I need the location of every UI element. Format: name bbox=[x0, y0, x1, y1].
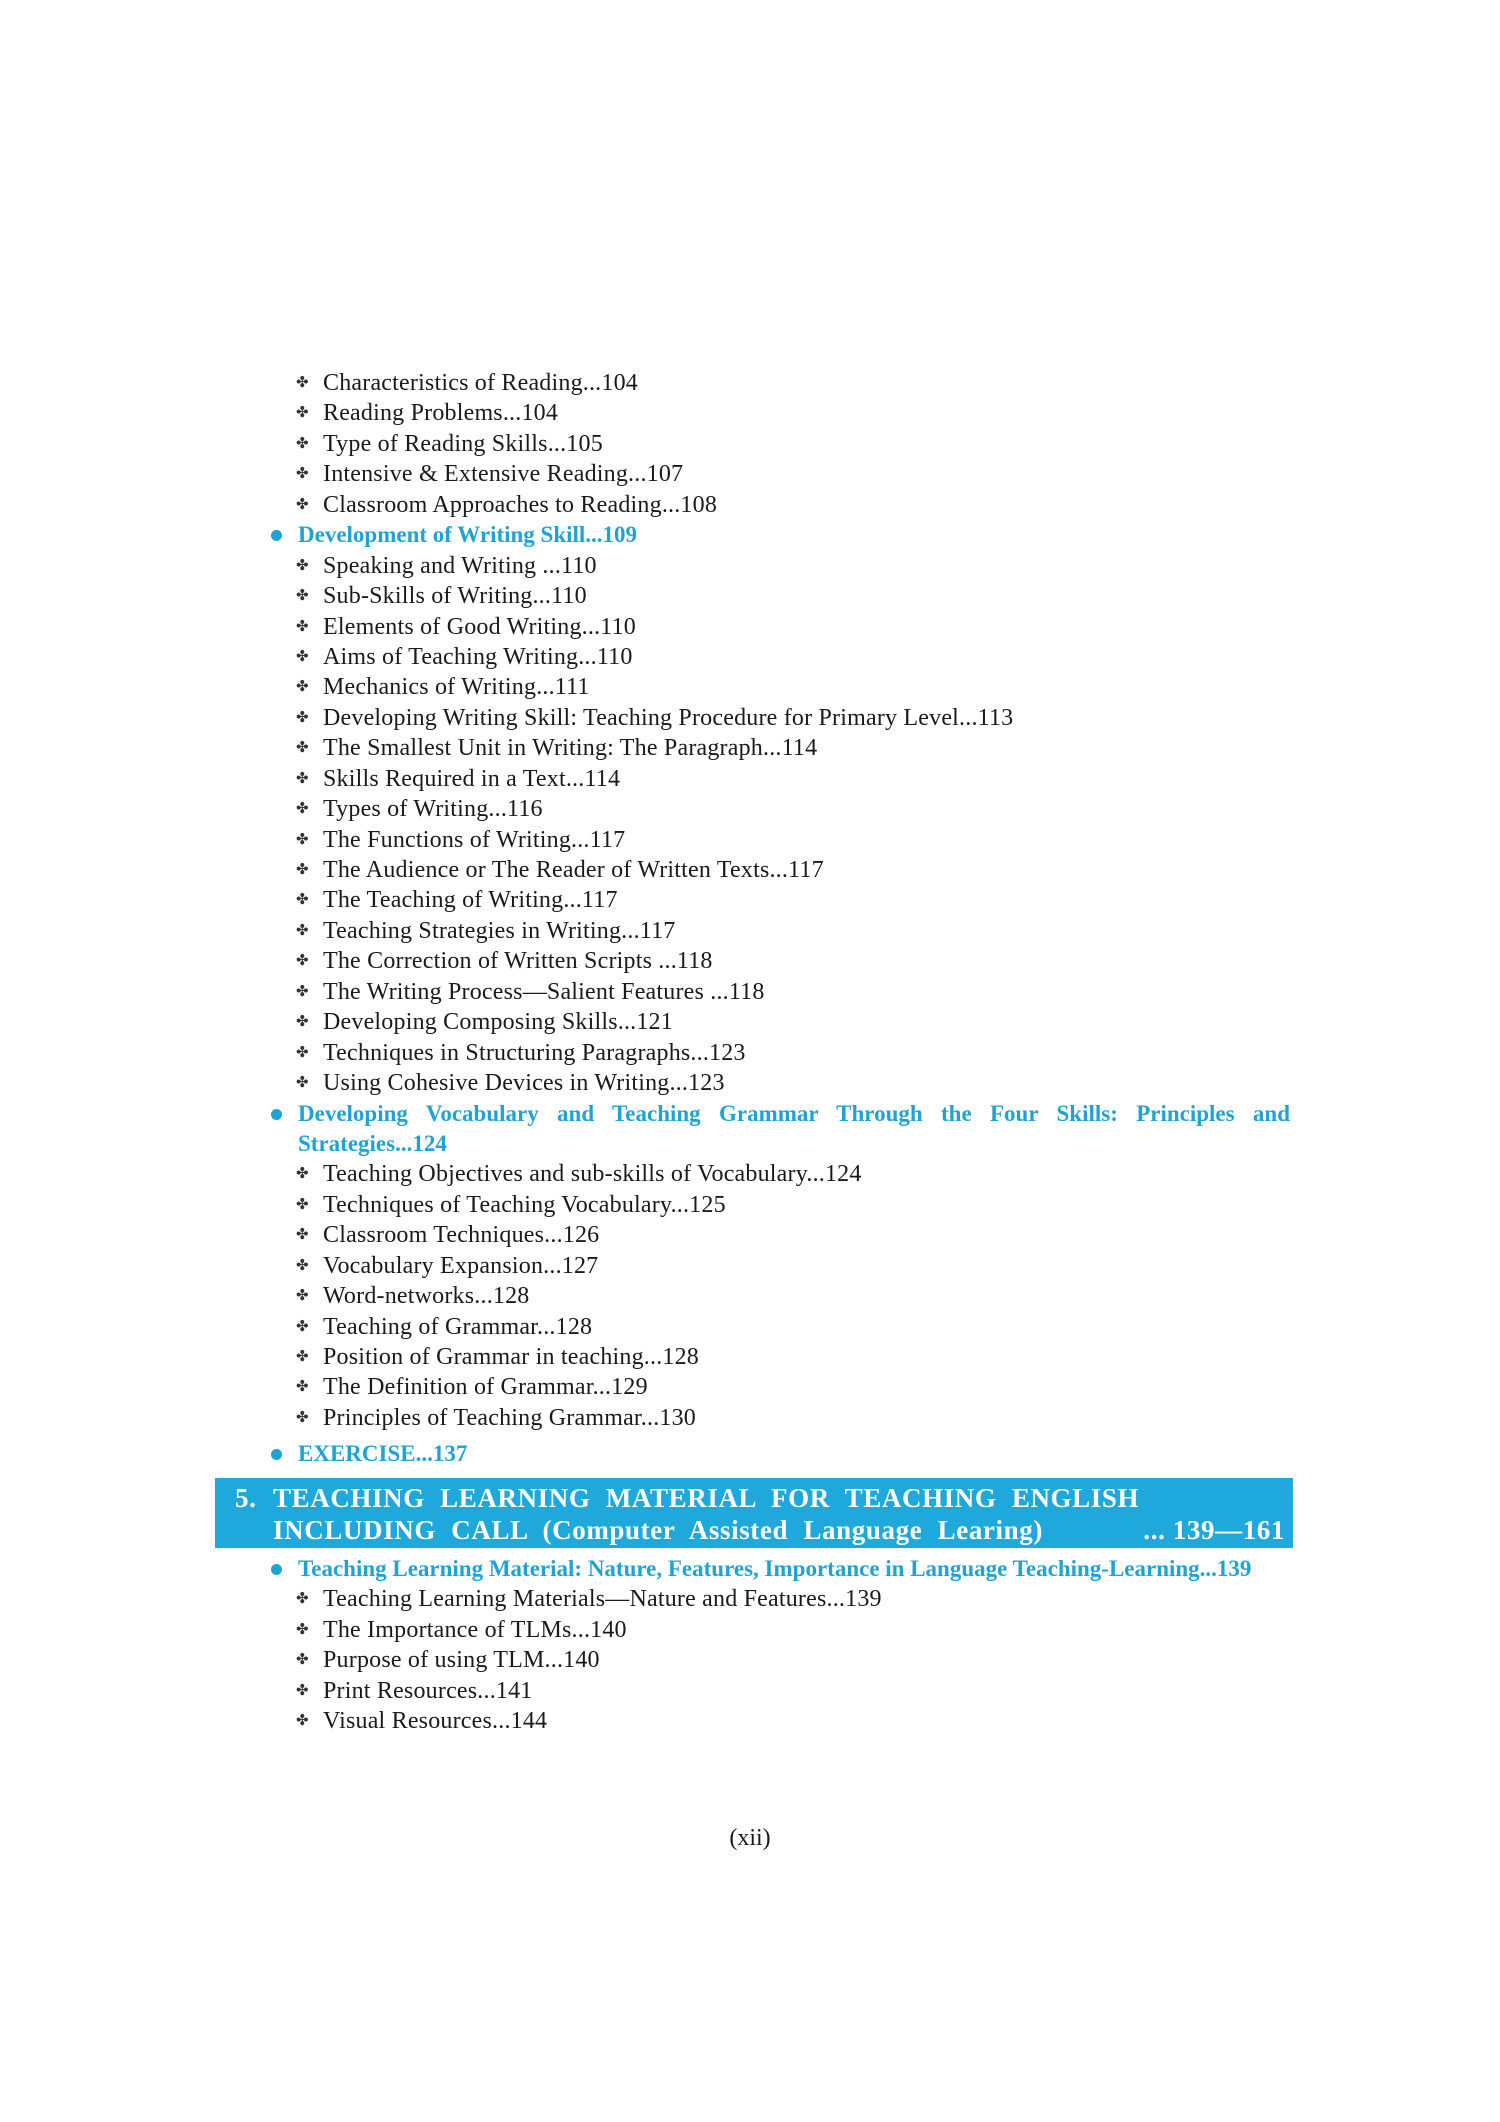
toc-subitem[interactable] bbox=[0, 1312, 1500, 1342]
subitem-group-reading bbox=[0, 368, 1500, 520]
toc-subitem-text: The Definition of Grammar...129 bbox=[323, 1374, 648, 1401]
section-heading-text: Developing Vocabulary and Teaching Grammar Through the Four Skills: Principles and Strategies...124 bbox=[298, 1100, 1290, 1156]
subitem-group-tlm bbox=[0, 1584, 1500, 1736]
toc-subitem-text: Classroom Approaches to Reading...108 bbox=[323, 491, 718, 518]
toc-subitem-text: Mechanics of Writing...111 bbox=[323, 674, 590, 701]
cross-bullet-icon: ✤ bbox=[296, 588, 309, 605]
cross-bullet-icon: ✤ bbox=[296, 770, 309, 787]
section-heading-text: EXERCISE...137 bbox=[298, 1441, 468, 1467]
toc-subitem[interactable] bbox=[0, 1584, 1500, 1614]
toc-subitem[interactable] bbox=[0, 1645, 1500, 1675]
toc-subitem[interactable] bbox=[0, 1615, 1500, 1645]
toc-subitem-text: The Writing Process—Salient Features ...118 bbox=[323, 978, 765, 1005]
section-bullet-icon bbox=[271, 1449, 282, 1460]
toc-subitem[interactable] bbox=[0, 672, 1500, 702]
toc-subitem[interactable] bbox=[0, 1372, 1500, 1402]
chapter-page-range: ... 139—161 bbox=[1143, 1514, 1285, 1545]
subitem-group-writing bbox=[0, 551, 1500, 1099]
toc-subitem-text: Teaching Strategies in Writing...117 bbox=[323, 917, 676, 944]
toc-subitem-text: Visual Resources...144 bbox=[323, 1708, 548, 1735]
toc-subitem-text: Classroom Techniques...126 bbox=[323, 1222, 600, 1249]
toc-subitem[interactable] bbox=[0, 1251, 1500, 1281]
toc-subitem-text: Position of Grammar in teaching...128 bbox=[323, 1344, 700, 1371]
toc-subitem[interactable] bbox=[0, 368, 1500, 398]
toc-subitem[interactable] bbox=[0, 1190, 1500, 1220]
toc-subitem[interactable] bbox=[0, 1038, 1500, 1068]
toc-subitem-text: The Smallest Unit in Writing: The Paragraph...114 bbox=[323, 735, 818, 762]
toc-subitem[interactable] bbox=[0, 977, 1500, 1007]
cross-bullet-icon: ✤ bbox=[296, 1621, 309, 1638]
cross-bullet-icon: ✤ bbox=[296, 1196, 309, 1213]
toc-subitem[interactable] bbox=[0, 1159, 1500, 1189]
toc-subitem-text: Developing Composing Skills...121 bbox=[323, 1009, 673, 1036]
toc-subitem[interactable] bbox=[0, 642, 1500, 672]
toc-subitem[interactable] bbox=[0, 459, 1500, 489]
toc-subitem[interactable] bbox=[0, 1220, 1500, 1250]
toc-subitem[interactable] bbox=[0, 1068, 1500, 1098]
section-heading-exercise[interactable] bbox=[0, 1439, 1500, 1469]
toc-subitem[interactable] bbox=[0, 916, 1500, 946]
cross-bullet-icon: ✤ bbox=[296, 922, 309, 939]
toc-subitem-text: Purpose of using TLM...140 bbox=[323, 1647, 600, 1674]
cross-bullet-icon: ✤ bbox=[296, 1682, 309, 1699]
toc-subitem[interactable] bbox=[0, 1676, 1500, 1706]
section-heading-vocabulary[interactable] bbox=[0, 1099, 1500, 1160]
toc-subitem-text: Techniques of Teaching Vocabulary...125 bbox=[323, 1191, 726, 1218]
toc-subitem-text: Aims of Teaching Writing...110 bbox=[323, 643, 633, 670]
toc-subitem[interactable] bbox=[0, 825, 1500, 855]
cross-bullet-icon: ✤ bbox=[296, 618, 309, 635]
section-heading-writing[interactable] bbox=[0, 520, 1500, 550]
cross-bullet-icon: ✤ bbox=[296, 466, 309, 483]
cross-bullet-icon: ✤ bbox=[296, 1318, 309, 1335]
cross-bullet-icon: ✤ bbox=[296, 1166, 309, 1183]
cross-bullet-icon: ✤ bbox=[296, 1591, 309, 1608]
cross-bullet-icon: ✤ bbox=[296, 1652, 309, 1669]
cross-bullet-icon: ✤ bbox=[296, 405, 309, 422]
toc-subitem[interactable] bbox=[0, 1706, 1500, 1736]
toc-subitem[interactable] bbox=[0, 794, 1500, 824]
cross-bullet-icon: ✤ bbox=[296, 557, 309, 574]
cross-bullet-icon: ✤ bbox=[296, 1349, 309, 1366]
section-heading-text: Development of Writing Skill...109 bbox=[298, 522, 638, 548]
cross-bullet-icon: ✤ bbox=[296, 1014, 309, 1031]
toc-subitem-text: The Teaching of Writing...117 bbox=[323, 887, 618, 914]
toc-subitem-text: Types of Writing...116 bbox=[323, 796, 543, 823]
toc-subitem[interactable] bbox=[0, 703, 1500, 733]
toc-subitem[interactable] bbox=[0, 1342, 1500, 1372]
toc-subitem-text: The Correction of Written Scripts ...118 bbox=[323, 948, 713, 975]
chapter-title-line2: INCLUDING CALL (Computer Assisted Language Learing) bbox=[273, 1514, 1043, 1545]
page-number: (xii) bbox=[729, 1825, 771, 1851]
toc-subitem[interactable] bbox=[0, 764, 1500, 794]
toc-subitem-text: The Functions of Writing...117 bbox=[323, 826, 626, 853]
cross-bullet-icon: ✤ bbox=[296, 1713, 309, 1730]
toc-subitem[interactable] bbox=[0, 612, 1500, 642]
chapter-title-line1: TEACHING LEARNING MATERIAL FOR TEACHING ENGLISH bbox=[273, 1482, 1140, 1513]
toc-subitem-text: Teaching of Grammar...128 bbox=[323, 1313, 593, 1340]
toc-subitem-text: Elements of Good Writing...110 bbox=[323, 613, 636, 640]
chapter-header-band[interactable] bbox=[215, 1478, 1293, 1548]
toc-subitem-text: Print Resources...141 bbox=[323, 1677, 533, 1704]
toc-subitem-text: Sub-Skills of Writing...110 bbox=[323, 583, 587, 610]
toc-subitem[interactable] bbox=[0, 398, 1500, 428]
section-bullet-icon bbox=[271, 1564, 282, 1575]
toc-subitem[interactable] bbox=[0, 581, 1500, 611]
cross-bullet-icon: ✤ bbox=[296, 983, 309, 1000]
cross-bullet-icon: ✤ bbox=[296, 648, 309, 665]
toc-subitem[interactable] bbox=[0, 885, 1500, 915]
cross-bullet-icon: ✤ bbox=[296, 1288, 309, 1305]
toc-subitem-text: Vocabulary Expansion...127 bbox=[323, 1252, 599, 1279]
toc-subitem-text: The Importance of TLMs...140 bbox=[323, 1616, 627, 1643]
cross-bullet-icon: ✤ bbox=[296, 1227, 309, 1244]
toc-subitem[interactable] bbox=[0, 1281, 1500, 1311]
toc-subitem[interactable] bbox=[0, 946, 1500, 976]
toc-subitem-text: Reading Problems...104 bbox=[323, 400, 559, 427]
toc-subitem[interactable] bbox=[0, 490, 1500, 520]
cross-bullet-icon: ✤ bbox=[296, 831, 309, 848]
subitem-group-vocabulary bbox=[0, 1159, 1500, 1433]
cross-bullet-icon: ✤ bbox=[296, 435, 309, 452]
cross-bullet-icon: ✤ bbox=[296, 801, 309, 818]
cross-bullet-icon: ✤ bbox=[296, 1257, 309, 1274]
toc-subitem-text: Techniques in Structuring Paragraphs...123 bbox=[323, 1039, 746, 1066]
toc-subitem-text: Characteristics of Reading...104 bbox=[323, 370, 638, 396]
toc-subitem[interactable] bbox=[0, 551, 1500, 581]
cross-bullet-icon: ✤ bbox=[296, 1044, 309, 1061]
toc-subitem-text: Skills Required in a Text...114 bbox=[323, 765, 621, 792]
table-of-contents bbox=[0, 368, 1500, 1736]
toc-subitem-text: Using Cohesive Devices in Writing...123 bbox=[323, 1070, 725, 1097]
cross-bullet-icon: ✤ bbox=[296, 740, 309, 757]
toc-subitem-text: Speaking and Writing ...110 bbox=[323, 552, 597, 579]
section-bullet-icon bbox=[271, 1109, 282, 1120]
cross-bullet-icon: ✤ bbox=[296, 375, 309, 391]
cross-bullet-icon: ✤ bbox=[296, 953, 309, 970]
cross-bullet-icon: ✤ bbox=[296, 1379, 309, 1396]
toc-subitem-text: Type of Reading Skills...105 bbox=[323, 430, 603, 457]
cross-bullet-icon: ✤ bbox=[296, 862, 309, 879]
cross-bullet-icon: ✤ bbox=[296, 679, 309, 696]
toc-subitem-text: Teaching Learning Materials—Nature and Features...139 bbox=[323, 1586, 882, 1613]
toc-subitem-text: Developing Writing Skill: Teaching Procedure for Primary Level...113 bbox=[323, 704, 1014, 731]
toc-subitem[interactable] bbox=[0, 1007, 1500, 1037]
toc-subitem[interactable] bbox=[0, 855, 1500, 885]
toc-subitem-text: Principles of Teaching Grammar...130 bbox=[323, 1404, 696, 1431]
section-heading-text: Teaching Learning Material: Nature, Features, Importance in Language Teaching-Learning...139 bbox=[298, 1555, 1252, 1581]
cross-bullet-icon: ✤ bbox=[296, 496, 309, 513]
toc-subitem[interactable] bbox=[0, 429, 1500, 459]
section-heading-tlm[interactable] bbox=[0, 1554, 1500, 1584]
cross-bullet-icon: ✤ bbox=[296, 892, 309, 909]
toc-subitem-text: Word-networks...128 bbox=[323, 1283, 530, 1310]
toc-subitem[interactable] bbox=[0, 733, 1500, 763]
cross-bullet-icon: ✤ bbox=[296, 709, 309, 726]
cross-bullet-icon: ✤ bbox=[296, 1075, 309, 1092]
toc-subitem-text: Intensive & Extensive Reading...107 bbox=[323, 461, 684, 488]
section-bullet-icon bbox=[271, 530, 282, 541]
toc-subitem[interactable] bbox=[0, 1403, 1500, 1433]
toc-subitem-text: Teaching Objectives and sub-skills of Vocabulary...124 bbox=[323, 1161, 862, 1188]
chapter-number: 5. bbox=[235, 1482, 257, 1513]
cross-bullet-icon: ✤ bbox=[296, 1409, 309, 1426]
toc-subitem-text: The Audience or The Reader of Written Texts...117 bbox=[323, 857, 824, 884]
